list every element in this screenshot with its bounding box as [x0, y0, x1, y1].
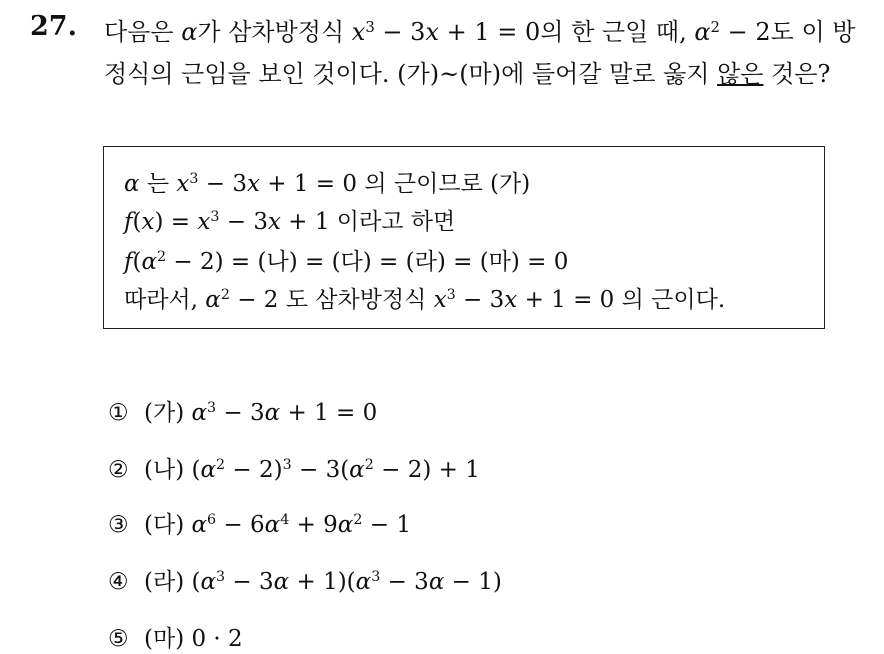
choice-marker: ①: [108, 400, 129, 426]
choice-marker: ⑤: [108, 626, 129, 652]
choice-5[interactable]: ⑤ (마) 0 · 2: [108, 626, 243, 652]
choice-3[interactable]: ③ (다) $\alpha^6 - 6\alpha^4 + 9\alpha^2 - 1$: [108, 512, 411, 538]
proof-line-3: $f(\alpha^2 - 2)$ = (나) = (다) = (라) = (마) = 0: [124, 249, 569, 275]
underlined-not: 않은: [717, 60, 764, 88]
question-stem-line-1: 다음은 α가 삼차방정식 $x^3 - 3x + 1 = 0$의 한 근일 때, $\alpha^2 - 2$도 이 방: [104, 17, 856, 46]
proof-line-2: $f(x) = x^3 - 3x + 1$ 이라고 하면: [124, 209, 456, 235]
choice-1[interactable]: ① (가) $\alpha^3 - 3\alpha + 1 = 0$: [108, 400, 378, 426]
choice-marker: ④: [108, 569, 129, 595]
proof-line-1: α 는 $x^3 - 3x + 1 = 0$ 의 근이므로 (가): [124, 171, 531, 197]
choice-marker: ③: [108, 512, 129, 538]
proof-box: [103, 146, 825, 329]
choice-2[interactable]: ② (나) $(\alpha^2 - 2)^3 - 3(\alpha^2 - 2) + 1$: [108, 457, 480, 483]
choice-marker: ②: [108, 457, 129, 483]
question-stem-line-2: 정식의 근임을 보인 것이다. (가)~(마)에 들어갈 말로 옳지 않은 것은?: [104, 60, 831, 88]
proof-line-4: 따라서, $\alpha^2 - 2$ 도 삼차방정식 $x^3 - 3x + 1 = 0$ 의 근이다.: [124, 287, 726, 313]
choice-4[interactable]: ④ (라) $(\alpha^3 - 3\alpha + 1)(\alpha^3 - 3\alpha - 1)$: [108, 569, 502, 595]
question-number: 27.: [30, 11, 77, 42]
